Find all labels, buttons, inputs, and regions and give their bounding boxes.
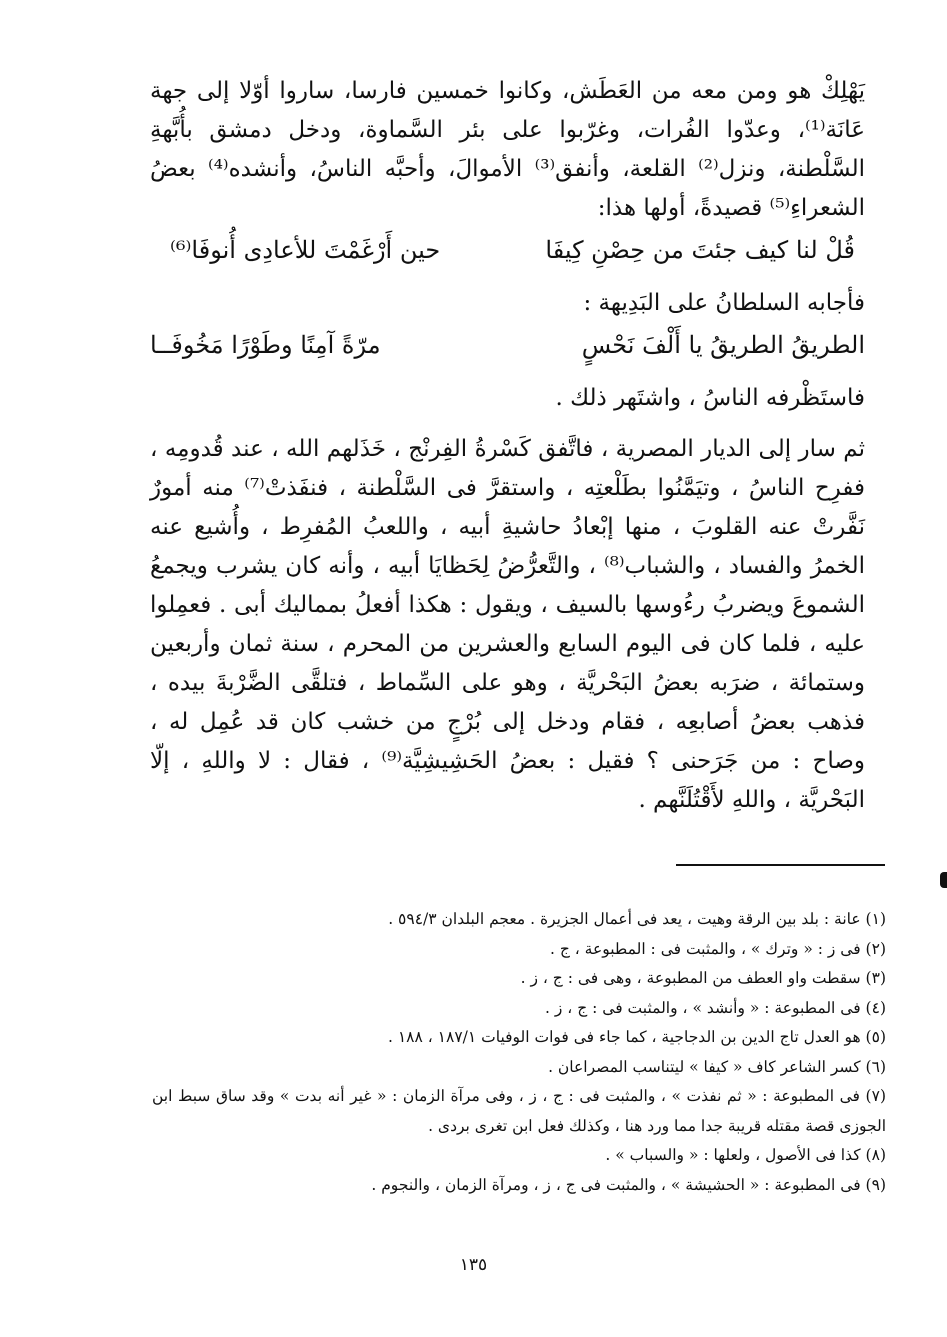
footnote-7: (٧) فى المطبوعة : « ثم نفذت » ، والمثبت فى : ج ، ز ، وفى مرآة الزمان : « غير أنه بدت » وقد ساق سبط ابن الجوزى قصة مقتله قريبة جدا مما ورد هنا ، وكذلك فعل ابن تغرى بردى . — [152, 1087, 886, 1135]
footnote-2: (٢) فى ز : « وترك » ، والمثبت فى : المطبوعة ، ج . — [549, 939, 886, 958]
verse-2-second-hemistich: مرّةً آمِنًا وطَوْرًا مَخُوفَــا — [150, 331, 381, 359]
paragraph-1: يَهْلِكْ هو ومن معه من العَطَش، وكانوا خمسين فارسا، ساروا أوّلا إلى جهة عَانَة⁽¹⁾، وعدّوا الفُرات، وغرّبوا على بئر السَّماوة، ودخل دمشق بأُبَّهةِ السَّلْطنة، ونزل⁽²⁾ القلعة، وأنفق⁽³⁾ الأموالَ، وأحبَّه الناسُ، وأنشده⁽⁴⁾ بعضُ الشعراءِ⁽⁵⁾ قصيدةً، أولها هذا: — [150, 78, 865, 221]
scan-edge-mark — [940, 872, 947, 888]
footnote-1: (١) عانة : بلد بين الرقة وهيت ، يعد فى أعمال الجزيرة . معجم البلدان ٥٩٤/٣ . — [388, 910, 886, 928]
paragraph-2: فاستَظْرفه الناسُ ، واشتَهر ذلك . — [555, 385, 865, 411]
verse-1 — [150, 230, 865, 270]
verse-1-first-hemistich: قُلْ لنا كيف جئتَ من حِصْنِ كِيفَا — [545, 236, 855, 264]
footnote-3: (٣) سقطت واو العطف من المطبوعة ، وهى فى : ج ، ز . — [520, 969, 886, 987]
footnote-6: (٦) كسر الشاعر كاف « كيفا » ليتناسب المصراعان . — [548, 1057, 886, 1076]
footnote-4: (٤) فى المطبوعة : « وأنشد » ، والمثبت فى : ج ، ز . — [545, 998, 886, 1017]
paragraph-3: ثم سار إلى الديار المصرية ، فاتَّفق كَسْرةُ الفِرنْج ، خَذَلهم الله ، عند قُدومِه ، ففرِح الناسُ ، وتيَمَّنُوا بطَلْعتِه ، واستقرَّ فى السَّلْطنة ، فنفَذتْ⁽⁷⁾ منه أمورٌ نَفَّرتْ عنه القلوبَ ، منها إبْعادُ حاشيةِ أبيه ، واللعبُ المُفرِط ، وأُشيع عنه الخمرُ والفساد ، والشباب⁽⁸⁾ ، والتَّعرُّضُ لِحَظايَا أبيه ، وأنه كان يشرب ويجمعُ الشموعَ ويضربُ رءُوسها بالسيف ، ويقول : هكذا أفعلُ بمماليك أبى . فعمِلوا عليه ، فلما كان فى اليوم السابع والعشرين من المحرم ، سنة ثمان وأربعين وستمائة ، ضرَبه بعضُ البَحْريَّة ، وهو على السِّماط ، فتلقَّى الضَّرْبةَ بيده ، فذهب بعضُ أصابعِه ، فقام ودخل إلى بُرْجٍ من خشب كان قد عُمِل له ، وصاح : من جَرَحنى ؟ فقيل : بعضُ الحَشِيشِيَّة⁽⁹⁾ ، فقال : لا واللهِ ، إلّا البَحْريَّة ، واللهِ لأَقْتُلَنَّهم . — [150, 436, 865, 813]
footnote-5: (٥) هو العدل تاج الدين بن الدجاجية ، كما جاء فى فوات الوفيات ١٨٧/١ ، ١٨٨ . — [387, 1028, 886, 1046]
main-text — [150, 72, 865, 820]
footnote-9: (٩) فى المطبوعة : « الحشيشة » ، والمثبت فى ج ، ز ، ومرآة الزمان ، والنجوم . — [371, 1175, 886, 1194]
footnote-separator — [676, 864, 885, 866]
verse-2-intro: فأجابه السلطانُ على البَدِيهة : — [583, 290, 865, 316]
page-number: ١٣٥ — [459, 1255, 488, 1275]
footnotes — [152, 905, 886, 1200]
verse-2-first-hemistich: الطريقُ الطريقُ يا أَلْفَ نَحْسٍ — [581, 331, 865, 359]
footnote-8: (٨) كذا فى الأصول ، ولعلها : « والسباب » . — [605, 1146, 886, 1164]
verse-1-second-hemistich: حين أَرْغَمْتَ للأعادِى أُنوفَا⁽⁶⁾ — [170, 236, 441, 264]
verse-2 — [150, 325, 865, 365]
